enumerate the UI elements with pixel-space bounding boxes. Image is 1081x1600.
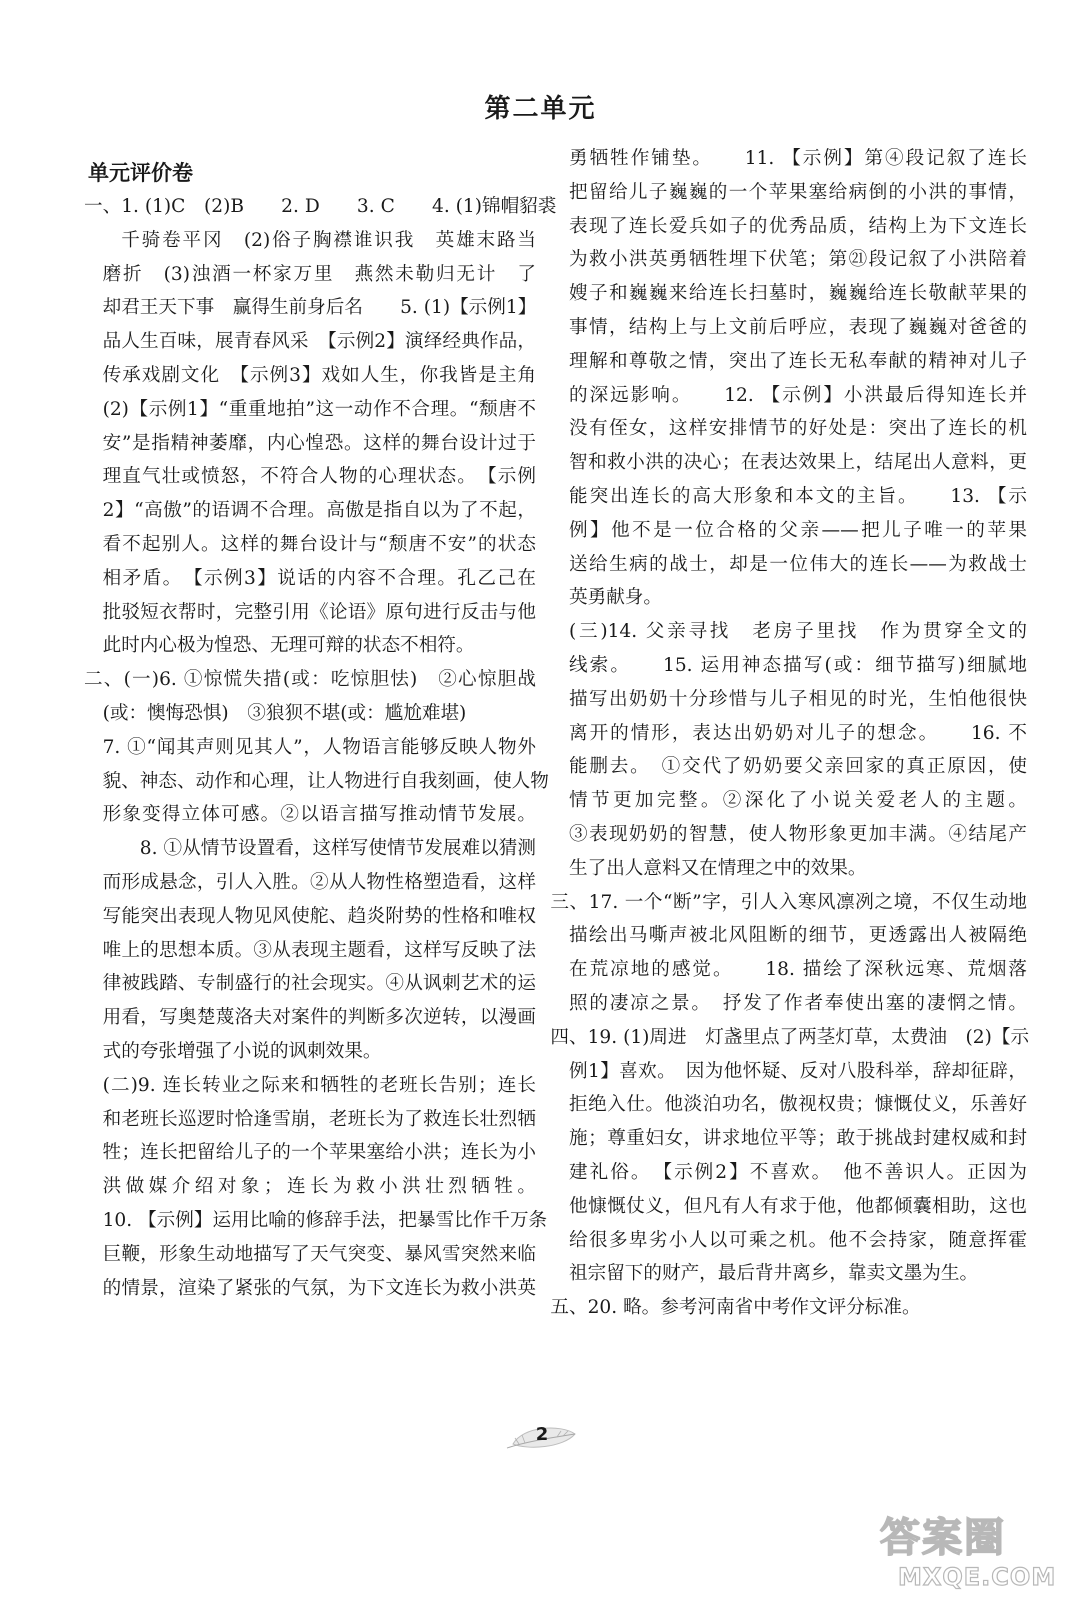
section-heading: 单元评价卷 (88, 161, 193, 185)
left-column (84, 142, 557, 1305)
text-line: 貌、神态、动作和心理，让人物进行自我刻画，使人物 (102, 770, 549, 792)
text-line: 离开的情形，表达出奶奶对儿子的想念。 16. 不 (569, 722, 1027, 744)
text-line: 送给生病的战士，却是一位伟大的连长——为救战士 (569, 553, 1027, 575)
text-line: 和老班长巡逻时恰逢雪崩，老班长为了救连长壮烈牺 (102, 1108, 536, 1130)
watermark (880, 1512, 1070, 1592)
text-line: 相矛盾。 【示例3】说话的内容不合理。孔乙己在 (102, 567, 536, 589)
text-line: 勇牺牲作铺垫。 11. 【示例】第④段记叙了连长 (569, 148, 1027, 169)
text-line: 的深远影响。 12. 【示例】小洪最后得知连长并 (569, 384, 1027, 406)
text-line: 品人生百味，展青春风采 【示例2】演绎经典作品， (102, 331, 536, 353)
text-line: 事情，结构上与上文前后呼应，表现了巍巍对爸爸的 (569, 316, 1027, 338)
text-line: 描写出奶奶十分珍惜与儿子相见的时光，生怕他很快 (569, 688, 1027, 710)
text-line: ③表现奶奶的智慧，使人物形象更加丰满。④结尾产 (569, 823, 1027, 845)
text-line: 批驳短衣帮时，完整引用《论语》原句进行反击与他 (102, 601, 536, 623)
text-line: 的情景，渲染了紧张的气氛，为下文连长为救小洪英 (102, 1277, 536, 1299)
text-line: 二、(一)6. ①惊慌失措(或：吃惊胆怯) ②心惊胆战 (84, 669, 536, 691)
text-line: 用看，写奥楚蔑洛夫对案件的判断多次逆转，以漫画 (102, 1007, 536, 1029)
text-line: 情节更加完整。②深化了小说关爱老人的主题。 (569, 790, 1027, 812)
right-column (550, 142, 1030, 1325)
text-line: 磨折 (3)浊酒一杯家万里 燕然未勒归无计 了 (102, 263, 536, 285)
text-line: 2】“高傲”的语调不合理。高傲是指自以为了不起， (102, 500, 536, 522)
text-line: 律被践踏、专制盛行的社会现实。④从讽刺艺术的运 (102, 973, 536, 995)
text-line: 施；尊重妇女，讲求地位平等；敢于挑战封建权威和封 (569, 1128, 1027, 1150)
text-line: 写能突出表现人物见风使舵、趋炎附势的性格和唯权 (102, 905, 536, 927)
text-line: 安”是指精神萎靡，内心惶恐。这样的舞台设计过于 (102, 432, 536, 454)
text-line: (二)9. 连长转业之际来和牺牲的老班长告别；连长 (102, 1074, 536, 1096)
text-line: 理解和尊敬之情，突出了连长无私奉献的精神对儿子 (569, 350, 1027, 372)
text-line: 例1】喜欢。 因为他怀疑、反对八股科举，辞却征辟， (569, 1060, 1027, 1082)
text-line: 此时内心极为惶恐、无理可辩的状态不相符。 (102, 635, 475, 657)
text-line: 10. 【示例】运用比喻的修辞手法，把暴雪比作千万条 (102, 1209, 548, 1231)
text-line: 唯上的思想本质。③从表现主题看，这样写反映了法 (102, 939, 536, 961)
text-line: 能突出连长的高大形象和本文的主旨。 13. 【示 (569, 485, 1027, 507)
text-line: 描绘出马嘶声被北风阻断的细节，更透露出人被隔绝 (569, 925, 1027, 947)
watermark-logo: 答案圈 (880, 1515, 1006, 1561)
page-title: 第二单元 (484, 94, 597, 124)
text-line: 在荒凉地的感觉。 18. 描绘了深秋远寒、荒烟落 (569, 959, 1027, 981)
text-line: 巨鞭，形象生动地描写了天气突变、暴风雪突然来临 (102, 1243, 536, 1265)
text-line: 形象变得立体可感。②以语言描写推动情节发展。 (102, 804, 536, 826)
text-line: (三)14. 父亲寻找 老房子里找 作为贯穿全文的 (569, 621, 1027, 643)
page-number: 2 (535, 1424, 549, 1445)
text-line: 五、20. 略。参考河南省中考作文评分标准。 (550, 1297, 921, 1319)
text-line: 传承戏剧文化 【示例3】戏如人生，你我皆是主角 (102, 364, 536, 386)
text-line: 照的凄凉之景。 抒发了作者奉使出塞的凄惘之情。 (569, 992, 1027, 1014)
text-line: 嫂子和巍巍来给连长扫墓时，巍巍给连长敬献苹果的 (569, 283, 1027, 305)
text-line: 三、17. 一个“断”字，引人入寒风凛冽之境，不仅生动地 (550, 891, 1027, 913)
text-line: 为救小洪英勇牺牲埋下伏笔；第㉑段记叙了小洪陪着 (569, 249, 1027, 271)
text-line: 没有侄女，这样安排情节的好处是：突出了连长的机 (569, 418, 1027, 440)
text-line: 7. ①“闻其声则见其人”，人物语言能够反映人物外 (102, 736, 536, 758)
left-column-text (84, 190, 557, 1305)
text-line: 8. ①从情节设置看，这样写使情节发展难以猜测 (139, 838, 536, 860)
text-line: 看不起别人。这样的舞台设计与“颓唐不安”的状态 (102, 533, 536, 555)
text-line: 英勇献身。 (569, 587, 662, 609)
text-line: 拒绝入仕。他淡泊功名，傲视权贵；慷慨仗义，乐善好 (569, 1094, 1027, 1116)
text-line: 把留给儿子巍巍的一个苹果塞给病倒的小洪的事情， (569, 181, 1027, 203)
text-line: 千骑卷平冈 (2)俗子胸襟谁识我 英雄末路当 (121, 229, 536, 251)
text-line: 例】他不是一位合格的父亲——把儿子唯一的苹果 (569, 519, 1027, 541)
text-line: 他慷慨仗义，但凡有人有求于他，他都倾囊相助，这也 (569, 1195, 1027, 1217)
text-line: 建礼俗。 【示例2】不喜欢。 他不善识人。正因为 (569, 1161, 1027, 1183)
text-line: 四、19. (1)周进 灯盏里点了两茎灯草，太费油 (2)【示 (550, 1026, 1030, 1048)
text-line: 给很多卑劣小人以可乘之机。他不会持家，随意挥霍 (569, 1229, 1027, 1251)
text-line: 洪做媒介绍对象；连长为救小洪壮烈牺牲。 (102, 1176, 536, 1198)
text-line: 却君王天下事 赢得生前身后名 5. (1)【示例1】 (102, 297, 537, 319)
text-line: 而形成悬念，引人入胜。②从人物性格塑造看，这样 (102, 871, 536, 893)
text-line: 式的夸张增强了小说的讽刺效果。 (102, 1040, 382, 1062)
text-line: (或：懊悔恐惧) ③狼狈不堪(或：尴尬难堪) (102, 702, 467, 724)
text-line: 祖宗留下的财产，最后背井离乡，靠卖文墨为生。 (569, 1263, 979, 1285)
text-line: (2)【示例1】“重重地拍”这一动作不合理。“颓唐不 (102, 398, 536, 420)
text-line: 线索。 15. 运用神态描写(或：细节描写)细腻地 (569, 654, 1027, 676)
text-line: 一、1. (1)C (2)B 2. D 3. C 4. (1)锦帽貂裘 (84, 196, 557, 217)
right-column-text (550, 142, 1030, 1325)
text-line: 理直气壮或愤怒，不符合人物的心理状态。 【示例 (102, 466, 536, 488)
watermark-url: MXQE.COM (898, 1563, 1057, 1591)
text-line: 牲；连长把留给儿子的一个苹果塞给小洪；连长为小 (102, 1142, 536, 1164)
text-line: 表现了连长爱兵如子的优秀品质，结构上为下文连长 (569, 215, 1027, 237)
text-line: 智和救小洪的决心；在表达效果上，结尾出人意料，更 (569, 452, 1027, 474)
text-line: 能删去。 ①交代了奶奶要父亲回家的真正原因，使 (569, 756, 1027, 778)
text-line: 生了出人意料又在情理之中的效果。 (569, 857, 867, 879)
